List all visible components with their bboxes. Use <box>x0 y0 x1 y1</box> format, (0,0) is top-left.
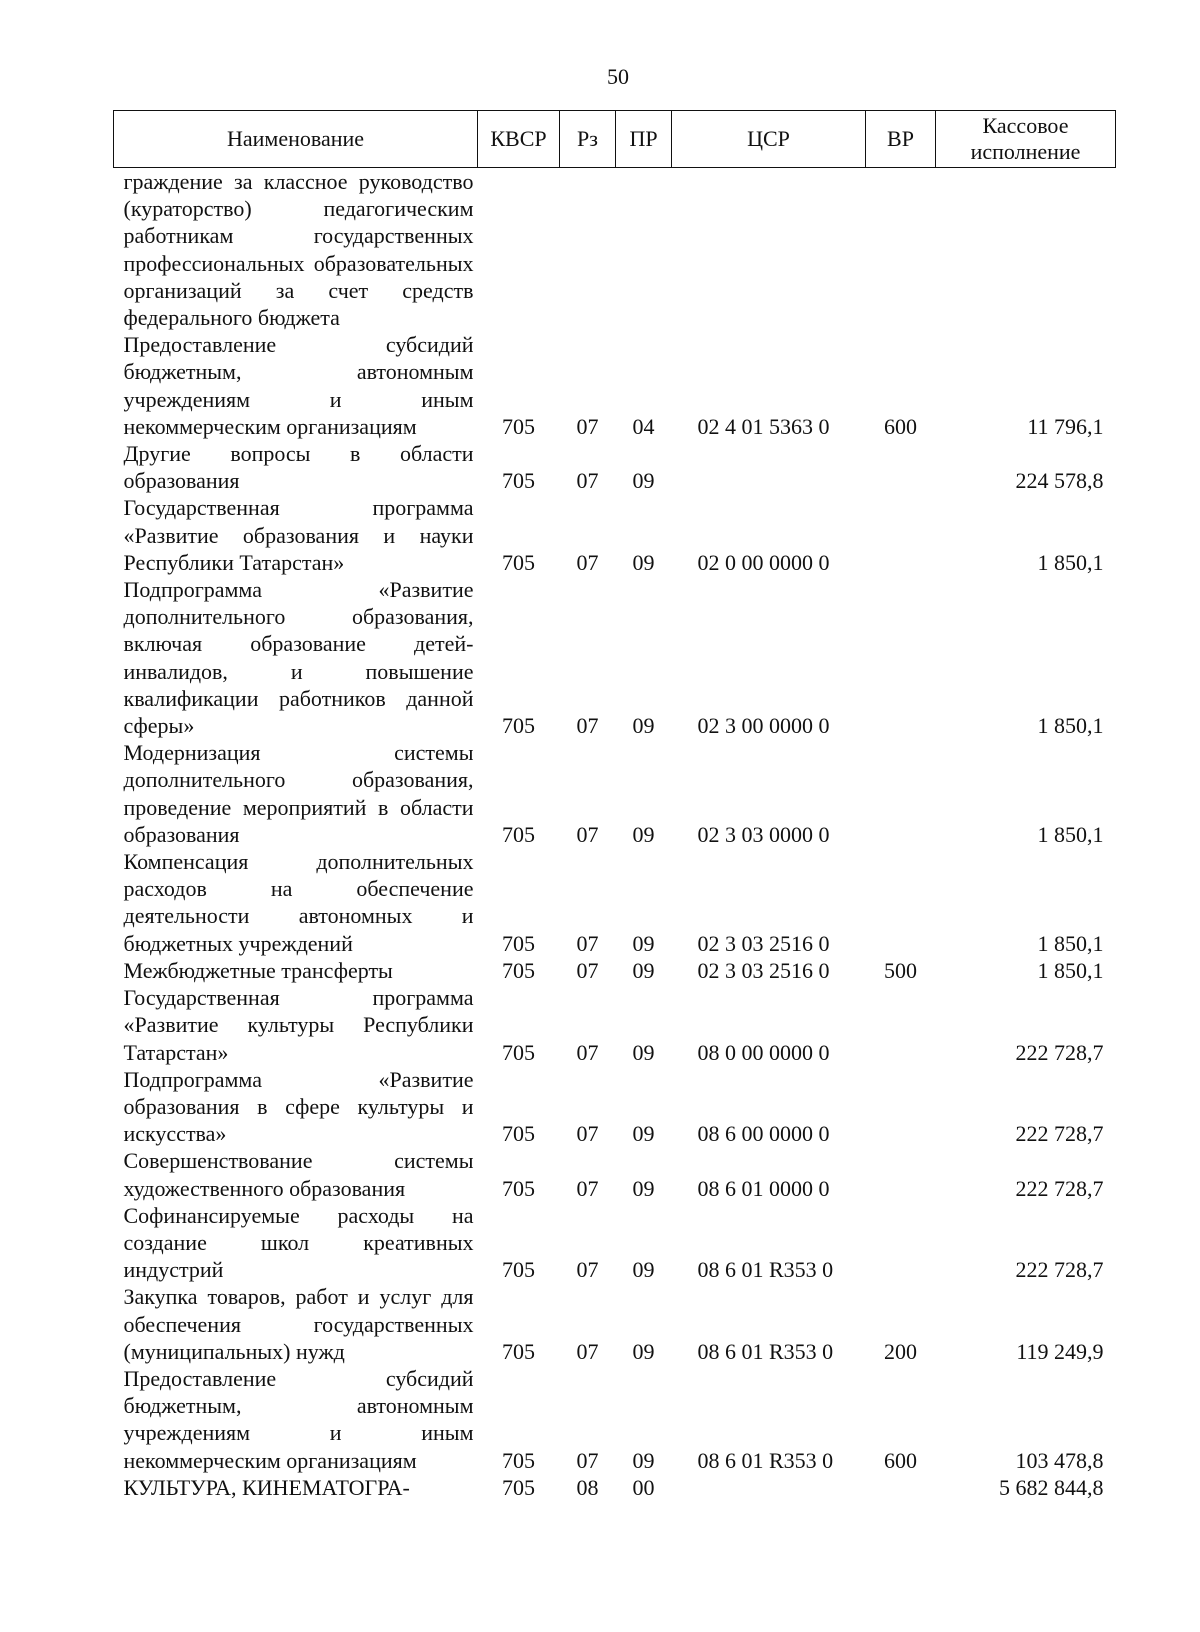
cell-rz: 07 <box>576 1257 599 1283</box>
cell-csr: 08 6 01 R353 0 <box>697 1257 834 1283</box>
cell-pr: 09 <box>632 821 655 847</box>
cell-vr <box>866 440 936 494</box>
cell-amount: 222 728,7 <box>1015 1039 1104 1065</box>
cell-csr: 08 6 01 0000 0 <box>697 1175 830 1201</box>
cell-amount: 222 728,7 <box>1015 1175 1104 1201</box>
table-row <box>114 1147 1116 1201</box>
cell-amount: 1 850,1 <box>1037 821 1104 847</box>
cell-vr: 500 <box>884 957 917 983</box>
cell-rz <box>560 168 616 332</box>
table-row <box>114 1474 1116 1501</box>
cell-vr: 200 <box>884 1338 917 1364</box>
cell-pr: 09 <box>632 1175 655 1201</box>
budget-table <box>113 110 1116 1501</box>
cell-name: Государственная программа «Развитие образования и науки Республики Татарстан» <box>123 495 474 575</box>
cell-rz: 07 <box>576 713 599 739</box>
cell-name: Компенсация дополнительных расходов на обеспечение деятельности автономных и бюджетных учреждений <box>123 849 474 956</box>
cell-name: Модернизация системы дополнительного образования, проведение мероприятий в области образования <box>123 740 474 847</box>
cell-rz: 07 <box>576 930 599 956</box>
cell-rz: 07 <box>576 549 599 575</box>
cell-amount: 224 578,8 <box>1015 468 1104 494</box>
cell-name: КУЛЬТУРА, КИНЕМАТОГРА- <box>123 1474 410 1500</box>
header-pr: ПР <box>616 111 672 168</box>
page-number: 50 <box>607 64 629 89</box>
table-row <box>114 576 1116 739</box>
cell-csr: 02 0 00 0000 0 <box>697 549 830 575</box>
cell-amount: 5 682 844,8 <box>999 1474 1104 1500</box>
cell-pr: 09 <box>632 957 655 983</box>
cell-csr: 02 3 03 2516 0 <box>697 930 830 956</box>
table-row <box>114 440 1116 494</box>
cell-kvsr: 705 <box>502 957 535 983</box>
table-row <box>114 1066 1116 1148</box>
cell-csr: 02 3 03 0000 0 <box>697 821 830 847</box>
cell-name: Предоставление субсидий бюджетным, автономным учреждениям и иным некоммерческим организациям <box>123 332 474 439</box>
cell-vr: 600 <box>884 413 917 439</box>
table-row <box>114 168 1116 332</box>
cell-kvsr: 705 <box>502 1338 535 1364</box>
cell-amount: 1 850,1 <box>1037 930 1104 956</box>
cell-csr: 02 4 01 5363 0 <box>697 413 830 439</box>
cell-kvsr: 705 <box>502 821 535 847</box>
cell-vr <box>866 848 936 957</box>
cell-vr <box>866 984 936 1066</box>
cell-kvsr: 705 <box>502 549 535 575</box>
cell-rz: 07 <box>576 821 599 847</box>
cell-name: Государственная программа «Развитие культуры Республики Татарстан» <box>123 985 474 1065</box>
cell-kvsr: 705 <box>502 413 535 439</box>
table-header-row <box>114 111 1116 168</box>
cell-kvsr: 705 <box>502 1039 535 1065</box>
cell-rz: 07 <box>576 413 599 439</box>
cell-rz: 07 <box>576 1447 599 1473</box>
cell-pr: 00 <box>632 1474 655 1500</box>
table-row <box>114 848 1116 957</box>
cell-name: Подпрограмма «Развитие образования в сфере культуры и искусства» <box>123 1066 474 1147</box>
cell-pr: 09 <box>632 1121 655 1147</box>
cell-amount: 222 728,7 <box>1015 1257 1104 1283</box>
cell-kvsr <box>478 168 560 332</box>
cell-rz: 07 <box>576 957 599 983</box>
cell-pr: 04 <box>632 413 655 439</box>
cell-kvsr: 705 <box>502 930 535 956</box>
cell-vr <box>866 494 936 576</box>
cell-kvsr: 705 <box>502 713 535 739</box>
cell-vr <box>866 1066 936 1148</box>
cell-vr <box>866 1202 936 1284</box>
cell-csr: 08 6 00 0000 0 <box>697 1121 830 1147</box>
cell-pr: 09 <box>632 1257 655 1283</box>
cell-kvsr: 705 <box>502 1175 535 1201</box>
cell-pr: 09 <box>632 930 655 956</box>
cell-vr: 600 <box>884 1447 917 1473</box>
cell-rz: 07 <box>576 1338 599 1364</box>
cell-vr <box>866 1474 936 1501</box>
table-body <box>114 168 1116 1501</box>
cell-pr <box>616 168 672 332</box>
cell-kvsr: 705 <box>502 468 535 494</box>
table-row <box>114 739 1116 848</box>
cell-amount: 119 249,9 <box>1016 1338 1104 1364</box>
cell-name: Софинансируемые расходы на создание школ креативных индустрий <box>123 1202 474 1283</box>
cell-csr <box>672 440 866 494</box>
cell-csr <box>672 168 866 332</box>
header-vr: ВР <box>866 111 936 168</box>
table-row <box>114 1283 1116 1365</box>
cell-pr: 09 <box>632 549 655 575</box>
cell-vr <box>866 576 936 739</box>
cell-vr <box>866 168 936 332</box>
cell-pr: 09 <box>632 1338 655 1364</box>
header-rz: Рз <box>560 111 616 168</box>
cell-rz: 08 <box>576 1474 599 1500</box>
table-row <box>114 984 1116 1066</box>
table-row <box>114 494 1116 576</box>
cell-amount <box>936 168 1116 332</box>
cell-csr: 08 6 01 R353 0 <box>697 1338 834 1364</box>
header-csr: ЦСР <box>672 111 866 168</box>
cell-name: Закупка товаров, работ и услуг для обеспечения государственных (муниципальных) нужд <box>123 1284 474 1364</box>
cell-csr: 02 3 00 0000 0 <box>697 713 830 739</box>
cell-csr: 02 3 03 2516 0 <box>697 957 830 983</box>
cell-pr: 09 <box>632 468 655 494</box>
cell-rz: 07 <box>576 1175 599 1201</box>
cell-amount: 1 850,1 <box>1037 713 1104 739</box>
cell-vr <box>866 739 936 848</box>
cell-name: Межбюджетные трансферты <box>123 957 393 983</box>
table-row <box>114 1202 1116 1284</box>
cell-name: граждение за классное руководство (кураторство) педагогическим работникам государственных профессиональных образовательных организаций за счет средств федерального бюджета <box>123 169 474 331</box>
cell-name: Предоставление субсидий бюджетным, автономным учреждениям и иным некоммерческим организациям <box>123 1365 474 1473</box>
cell-amount: 1 850,1 <box>1037 549 1104 575</box>
cell-kvsr: 705 <box>502 1257 535 1283</box>
cell-kvsr: 705 <box>502 1474 535 1500</box>
cell-kvsr: 705 <box>502 1447 535 1473</box>
table-row <box>114 957 1116 984</box>
cell-pr: 09 <box>632 713 655 739</box>
cell-csr <box>672 1474 866 1501</box>
cell-pr: 09 <box>632 1447 655 1473</box>
header-name: Наименование <box>114 111 478 168</box>
cell-amount: 11 796,1 <box>1027 413 1104 439</box>
table-row <box>114 331 1116 440</box>
header-amount: Кассовое исполнение <box>936 111 1116 168</box>
cell-vr <box>866 1147 936 1201</box>
cell-rz: 07 <box>576 1121 599 1147</box>
cell-name: Совершенствование системы художественного образования <box>123 1148 474 1201</box>
cell-pr: 09 <box>632 1039 655 1065</box>
cell-kvsr: 705 <box>502 1121 535 1147</box>
cell-csr: 08 6 01 R353 0 <box>697 1447 834 1473</box>
cell-name: Подпрограмма «Развитие дополнительного образования, включая образование детей-инвалидов, и повышение квалификации работников данной сферы» <box>123 577 474 739</box>
cell-csr: 08 0 00 0000 0 <box>697 1039 830 1065</box>
cell-amount: 1 850,1 <box>1037 957 1104 983</box>
cell-amount: 222 728,7 <box>1015 1121 1104 1147</box>
cell-rz: 07 <box>576 1039 599 1065</box>
table-row <box>114 1365 1116 1474</box>
cell-rz: 07 <box>576 468 599 494</box>
cell-amount: 103 478,8 <box>1015 1447 1104 1473</box>
header-kvsr: КВСР <box>478 111 560 168</box>
cell-name: Другие вопросы в области образования <box>123 441 474 494</box>
